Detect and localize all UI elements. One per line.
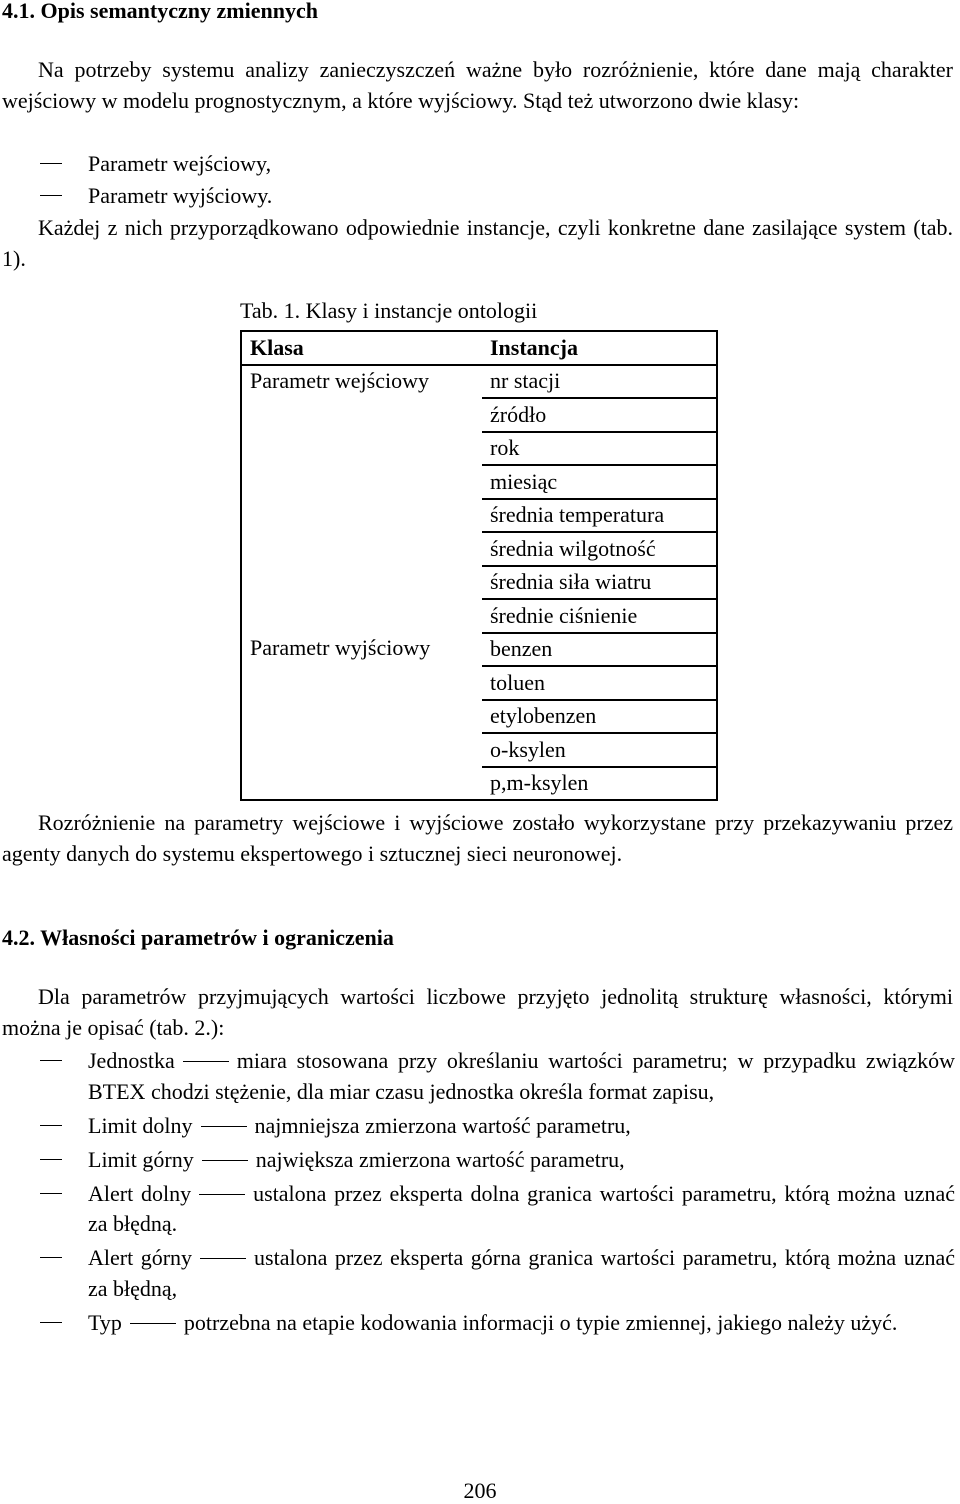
header-instancja: Instancja (482, 331, 717, 365)
property-desc: ustalona przez eksperta górna granica wartości parametru, którą można uznać za błędną, (88, 1245, 955, 1301)
list-item (0, 1243, 955, 1304)
dash-bullet (40, 1193, 62, 1194)
class-list (0, 149, 955, 213)
instance-cell: średnie ciśnienie (482, 599, 717, 633)
dash-bullet (40, 1257, 62, 1258)
em-dash (199, 1194, 245, 1195)
list-item: Parametr wyjściowy. (0, 181, 955, 213)
dash-bullet (40, 1060, 62, 1061)
property-desc: ustalona przez eksperta dolna granica wartości parametru, którą można uznać za błędną. (88, 1180, 955, 1236)
dash-bullet (40, 1159, 62, 1160)
instance-cell: miesiąc (482, 465, 717, 499)
section-heading-4-1: 4.1. Opis semantyczny zmiennych (2, 0, 318, 23)
class-cell: Parametr wyjściowy (250, 634, 431, 660)
instance-cell: o-ksylen (482, 733, 717, 767)
property-term: Alert dolny (88, 1180, 192, 1206)
instance-cell: toluen (482, 666, 717, 700)
instance-cell: średnia temperatura (482, 499, 717, 533)
list-item (0, 1308, 955, 1339)
dash-bullet (40, 195, 62, 196)
list-item: Parametr wejściowy, (0, 149, 955, 181)
instance-cell: nr stacji (482, 365, 717, 399)
property-desc: miara stosowana przy określaniu wartości parametru; w przypadku związków BTEX chodzi stężenie, dla miar czasu jednostka określa format zapisu, (88, 1048, 955, 1104)
instance-cell: p,m-ksylen (490, 770, 589, 796)
section-heading-4-2: 4.2. Własności parametrów i ograniczenia (2, 925, 394, 950)
property-desc: największa zmierzona wartość parametru, (255, 1146, 625, 1172)
em-dash (183, 1061, 229, 1062)
list-item (0, 1179, 955, 1240)
instances-paragraph-text: Każdej z nich przyporządkowano odpowiednie instancje, czyli konkretne dane zasilające system (tab. 1). (2, 215, 953, 271)
properties-intro-text: Dla parametrów przyjmujących wartości liczbowe przyjęto jednolitą strukturę własności, którymi można je opisać (tab. 2.): (2, 984, 953, 1040)
property-term: Limit dolny (88, 1112, 193, 1138)
dash-bullet (40, 163, 62, 164)
instance-cell: średnia wilgotność (482, 532, 717, 566)
properties-intro-paragraph (2, 982, 953, 1043)
intro-paragraph-text: Na potrzeby systemu analizy zanieczyszczeń ważne było rozróżnienie, które dane mają charakter wejściowy w modelu prognostycznym, a które wyjściowy. Stąd też utworzono dwie klasy: (2, 57, 953, 113)
instance-cell: średnia siła wiatru (482, 566, 717, 600)
distinction-paragraph (2, 808, 953, 869)
instance-cell: źródło (482, 398, 717, 432)
list-item (0, 1145, 955, 1176)
property-term: Typ (88, 1309, 122, 1335)
property-desc: najmniejsza zmierzona wartość parametru, (254, 1112, 631, 1138)
dash-bullet (40, 1125, 62, 1126)
instances-paragraph (2, 213, 953, 274)
em-dash (202, 1160, 248, 1161)
em-dash (201, 1126, 247, 1127)
header-klasa: Klasa (241, 331, 482, 365)
list-item (0, 1046, 955, 1107)
intro-paragraph (2, 55, 953, 116)
ontology-table (240, 330, 718, 801)
table-caption: Tab. 1. Klasy i instancje ontologii (240, 298, 538, 323)
property-term: Limit górny (88, 1146, 194, 1172)
property-term: Jednostka (88, 1048, 175, 1073)
list-item (0, 1111, 955, 1142)
table-row (241, 633, 717, 667)
table-header-row (241, 331, 717, 365)
table-row (241, 365, 717, 399)
distinction-paragraph-text: Rozróżnienie na parametry wejściowe i wyjściowe zostało wykorzystane przy przekazywaniu przez agenty danych do systemu ekspertowego i sztucznej sieci neuronowej. (2, 810, 953, 866)
instance-cell: rok (482, 432, 717, 466)
page-number: 206 (463, 1478, 497, 1503)
em-dash (130, 1323, 176, 1324)
property-term: Alert górny (88, 1245, 193, 1270)
property-desc: potrzebna na etapie kodowania informacji o typie zmiennej, jakiego należy użyć. (183, 1309, 898, 1335)
dash-bullet (40, 1322, 62, 1323)
class-cell: Parametr wejściowy (250, 367, 429, 393)
instance-cell: etylobenzen (482, 700, 717, 734)
instance-cell: benzen (482, 633, 717, 667)
em-dash (200, 1258, 246, 1259)
properties-list (0, 1046, 955, 1342)
